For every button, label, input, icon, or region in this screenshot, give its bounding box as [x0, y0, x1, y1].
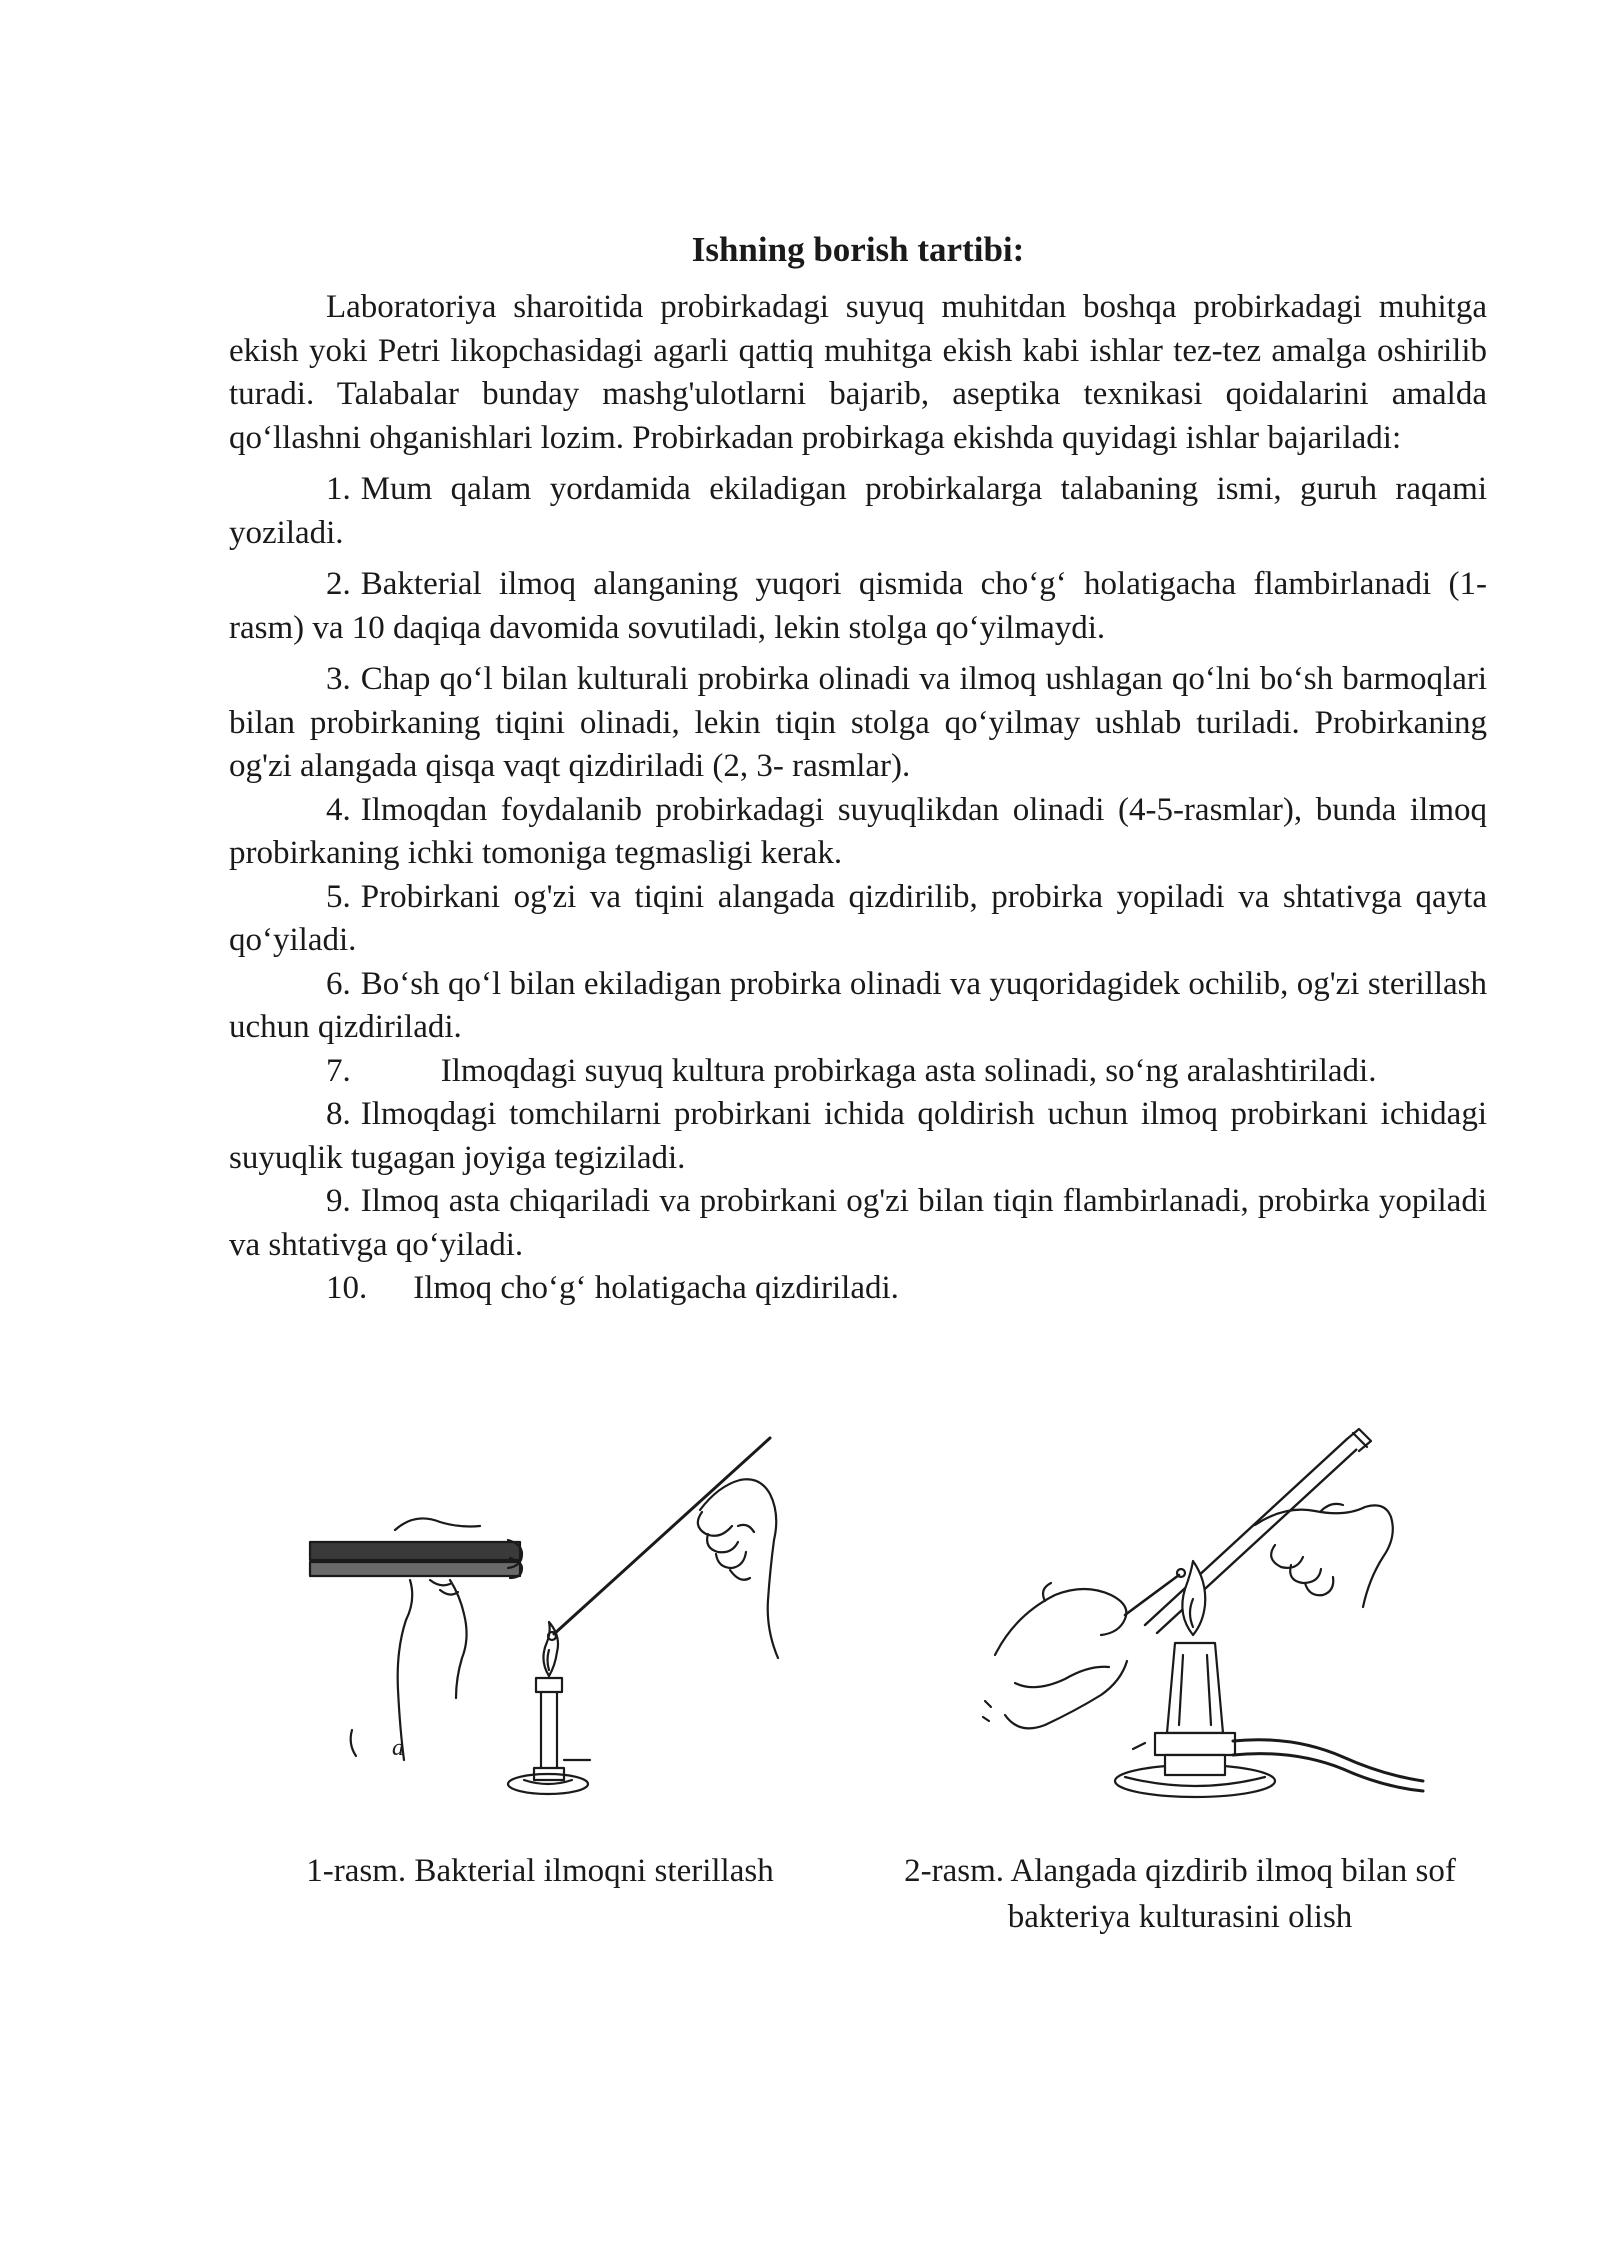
- step-number: 10.: [326, 1270, 368, 1306]
- step-text: Ilmoq cho‘g‘ holatigacha qizdiriladi.: [413, 1270, 899, 1306]
- step-text: Ilmoqdagi tomchilarni probirkani ichida qoldirish uchun ilmoq probirkani ichidagi suyuqlik tugagan joyiga tegiziladi.: [229, 1096, 1487, 1176]
- figure-letter: a: [392, 1735, 404, 1761]
- step-item: [229, 876, 1487, 963]
- step-number: 4.: [326, 791, 351, 828]
- step-text: Bo‘sh qo‘l bilan ekiladigan probirka olinadi va yuqoridagidek ochilib, og'zi sterillash uchun qizdiriladi.: [229, 965, 1487, 1045]
- step-text: Bakterial ilmoq alanganing yuqori qismida cho‘g‘ holatigacha flambirlanadi (1-rasm) va 10 daqiqa davomida sovutiladi, lekin stolga qo‘yilmaydi.: [229, 566, 1487, 646]
- step-item: [229, 1093, 1487, 1180]
- step-text: Ilmoqdan foydalanib probirkadagi suyuqlikdan olinadi (4-5-rasmlar), bunda ilmoq probirkaning ichki tomoniga tegmasligi kerak.: [229, 791, 1487, 871]
- step-number: 8.: [326, 1096, 351, 1132]
- section-title: Ishning borish tartibi:: [691, 230, 1025, 269]
- step-text: Chap qo‘l bilan kulturali probirka olinadi va ilmoq ushlagan qo‘lni bo‘sh barmoqlari bilan probirkaning tiqini olinadi, lekin tiqin stolga qo‘yilmay ushlab turiladi. Probirkaning og'zi alangada qisqa vaqt qizdiriladi (2, 3- rasmlar).: [229, 661, 1487, 784]
- figure-1-loop-sterilization-illustration: [300, 1430, 790, 1820]
- document-body: [229, 228, 1487, 1311]
- figure-1-caption: 1-rasm. Bakterial ilmoqni sterillash: [306, 1853, 774, 1889]
- step-number: 2.: [326, 566, 351, 602]
- step-item: [229, 563, 1487, 650]
- step-item: [229, 1180, 1487, 1267]
- step-text: Ilmoqdagi suyuq kultura probirkaga asta solinadi, so‘ng aralashtiriladi.: [440, 1052, 1377, 1089]
- step-text: Mum qalam yordamida ekiladigan probirkalarga talabaning ismi, guruh raqami yoziladi.: [229, 471, 1487, 551]
- figure-2-caption: 2-rasm. Alangada qizdirib ilmoq bilan sof bakteriya kulturasini olish: [904, 1853, 1456, 1935]
- step-item: [229, 963, 1487, 1050]
- step-text: Probirkani og'zi va tiqini alangada qizdirilib, probirka yopiladi va shtativga qayta qo‘yiladi.: [229, 878, 1487, 958]
- step-item: [229, 658, 1487, 789]
- step-text: Ilmoq asta chiqariladi va probirkani og'zi bilan tiqin flambirlanadi, probirka yopiladi va shtativga qo‘yiladi.: [229, 1183, 1487, 1263]
- step-item: [229, 1267, 1487, 1311]
- step-number: 9.: [326, 1183, 351, 1219]
- step-number: 5.: [326, 878, 351, 915]
- step-item: [229, 789, 1487, 876]
- intro-paragraph: Laboratoriya sharoitida probirkadagi suyuq muhitdan boshqa probirkadagi muhitga ekish yoki Petri likopchasidagi agarli qattiq muhitga ekish kabi ishlar tez-tez amalga oshirilib turadi. Talabalar bunday mashg'ulotlarni bajarib, aseptika texnikasi qoidalarini amalda qo‘llashni ohganishlari lozim. Probirkadan probirkaga ekishda quyidagi ishlar bajariladi:: [229, 289, 1487, 456]
- step-item: [229, 468, 1487, 555]
- step-number: 1.: [326, 471, 351, 507]
- step-number: 7.: [326, 1052, 351, 1089]
- step-number: 3.: [326, 661, 351, 697]
- step-item: [229, 1050, 1487, 1094]
- figure-2-loop-culture-illustration: [975, 1425, 1435, 1835]
- step-number: 6.: [326, 965, 351, 1002]
